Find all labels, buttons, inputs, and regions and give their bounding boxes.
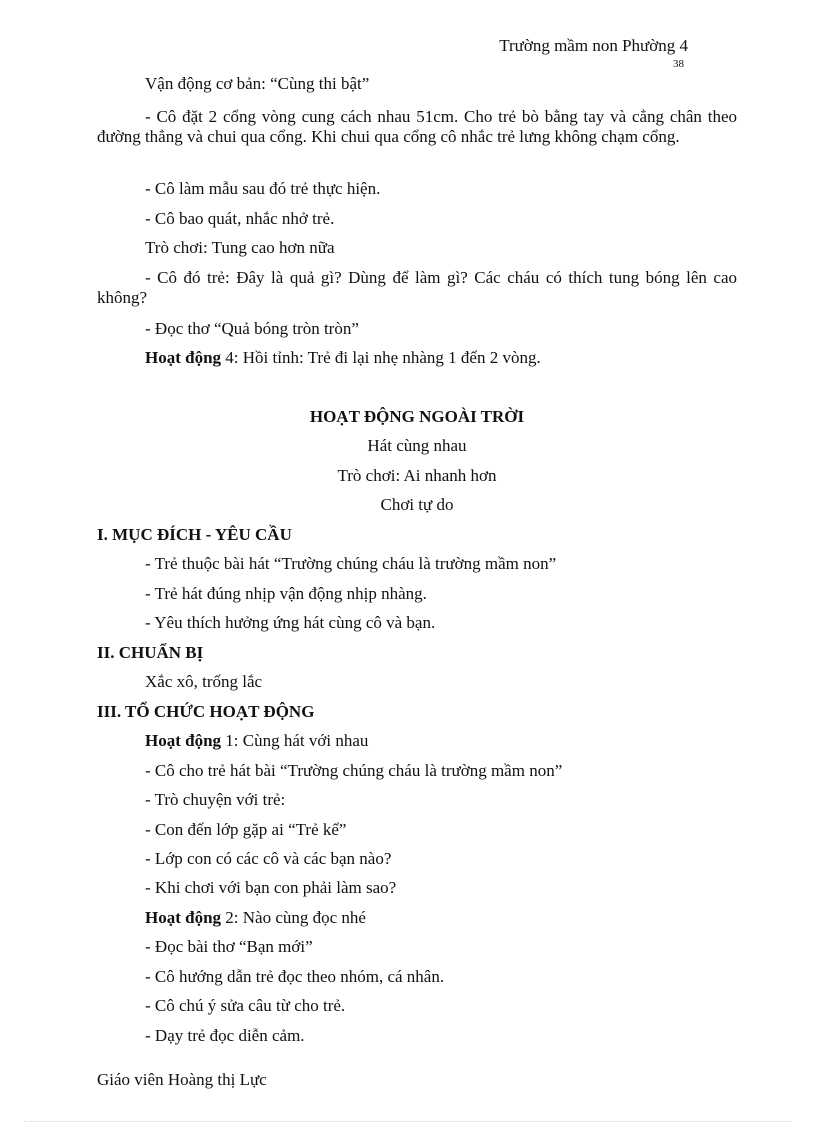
list-item: - Cô làm mẫu sau đó trẻ thực hiện. xyxy=(145,179,381,198)
list-item: - Dạy trẻ đọc diễn cảm. xyxy=(145,1026,305,1045)
list-item: - Đọc thơ “Quả bóng tròn tròn” xyxy=(145,319,359,338)
list-item: - Cô hướng dẫn trẻ đọc theo nhóm, cá nhân. xyxy=(145,967,445,986)
prep-text: Xắc xô, trống lắc xyxy=(145,672,263,691)
activity-label: Hoạt động xyxy=(145,348,222,367)
activity-text: 1: Cùng hát với nhau xyxy=(221,731,369,750)
outdoor-sub-2: Trò chơi: Ai nhanh hơn xyxy=(337,466,497,485)
activity-text: 4: Hồi tỉnh: Trẻ đi lại nhẹ nhàng 1 đến 2 vòng. xyxy=(221,348,541,367)
heading-purpose: I. MỤC ĐÍCH - YÊU CẦU xyxy=(97,525,292,544)
page-number: 38 xyxy=(673,58,684,70)
paragraph-ball: - Cô đó trẻ: Đây là quả gì? Dùng để làm gì? Các cháu có thích tung bóng lên cao không? xyxy=(97,268,737,307)
activity-2 xyxy=(145,908,366,928)
paragraph-gates: - Cô đặt 2 cổng vòng cung cách nhau 51cm. Cho trẻ bò bằng tay và cẳng chân theo đường thẳng và chui qua cổng. Khi chui qua cổng cô nhắc trẻ lưng không chạm cổng. xyxy=(97,107,737,146)
game-title: Trò chơi: Tung cao hơn nữa xyxy=(145,238,335,257)
activity-1 xyxy=(145,731,368,751)
footer-teacher: Giáo viên Hoàng thị Lực xyxy=(97,1070,267,1089)
activity-label: Hoạt động xyxy=(145,731,222,750)
list-item: - Cô bao quát, nhắc nhở trẻ. xyxy=(145,209,335,228)
list-item: - Trò chuyện với trẻ: xyxy=(145,790,286,809)
outdoor-sub-1: Hát cùng nhau xyxy=(367,436,467,455)
heading-prep: II. CHUẨN BỊ xyxy=(97,643,204,662)
outdoor-sub-3: Chơi tự do xyxy=(380,495,454,514)
list-item: - Cô chú ý sửa câu từ cho trẻ. xyxy=(145,996,346,1015)
list-item: - Con đến lớp gặp ai “Trẻ kể” xyxy=(145,820,347,839)
list-item: - Đọc bài thơ “Bạn mới” xyxy=(145,937,313,956)
heading-organization: III. TỔ CHỨC HOẠT ĐỘNG xyxy=(97,702,315,721)
list-item: - Trẻ hát đúng nhịp vận động nhịp nhàng. xyxy=(145,584,427,603)
section-title: Vận động cơ bản: “Cùng thi bật” xyxy=(145,74,370,93)
list-item: - Cô cho trẻ hát bài “Trường chúng cháu là trường mầm non” xyxy=(145,761,563,780)
list-item: - Trẻ thuộc bài hát “Trường chúng cháu là trường mầm non” xyxy=(145,554,557,573)
activity-4 xyxy=(145,348,541,368)
header-school: Trường mầm non Phường 4 xyxy=(499,36,688,55)
list-item: - Yêu thích hưởng ứng hát cùng cô và bạn. xyxy=(145,613,436,632)
activity-label: Hoạt động xyxy=(145,908,222,927)
page-bottom-border xyxy=(24,1121,792,1122)
activity-text: 2: Nào cùng đọc nhé xyxy=(221,908,366,927)
list-item: - Khi chơi với bạn con phải làm sao? xyxy=(145,878,397,897)
list-item: - Lớp con có các cô và các bạn nào? xyxy=(145,849,392,868)
outdoor-title: HOẠT ĐỘNG NGOÀI TRỜI xyxy=(309,407,525,426)
